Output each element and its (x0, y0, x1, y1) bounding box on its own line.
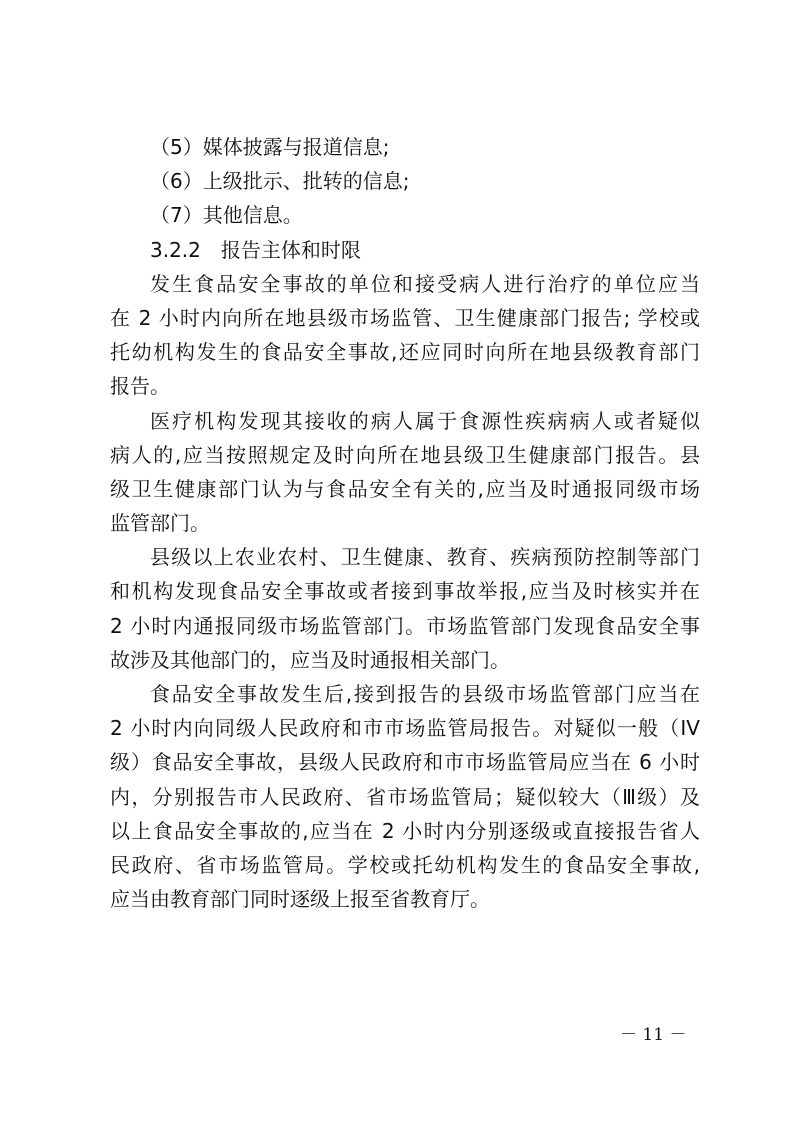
paragraph-2-line-4: 监管部门。 (110, 511, 210, 536)
list-item-6: （6）上级批示、批转的信息; (150, 169, 410, 194)
paragraph-2-line-3: 级卫生健康部门认为与食品安全有关的,应当及时通报同级市场 (110, 476, 700, 501)
section-heading: 3.2.2 报告主体和时限 (150, 237, 361, 262)
paragraph-4-line-5: 以上食品安全事故的,应当在 2 小时内分别逐级或直接报告省人 (110, 818, 700, 843)
list-item-5: （5）媒体披露与报道信息; (150, 135, 390, 159)
paragraph-3-line-3: 2 小时内通报同级市场监管部门。市场监管部门发现食品安全事 (110, 613, 700, 638)
paragraph-4-line-6: 民政府、省市场监管局。学校或托幼机构发生的食品安全事故, (110, 852, 700, 877)
paragraph-4-line-2: 2 小时内向同级人民政府和市市场监管局报告。对疑似一般（IV (110, 716, 700, 741)
paragraph-4-line-7: 应当由教育部门同时逐级上报至省教育厅。 (110, 887, 490, 912)
paragraph-1-line-1: 发生食品安全事故的单位和接受病人进行治疗的单位应当 (150, 271, 700, 296)
list-item-7: （7）其他信息。 (150, 203, 303, 228)
paragraph-3-line-1: 县级以上农业农村、卫生健康、教育、疾病预防控制等部门 (150, 545, 700, 570)
paragraph-2-line-2: 病人的,应当按照规定及时向所在地县级卫生健康部门报告。县 (110, 442, 700, 467)
paragraph-1-line-4: 报告。 (110, 374, 170, 399)
page-number: － 11 － (620, 1025, 687, 1045)
paragraph-1-line-3: 托幼机构发生的食品安全事故,还应同时向所在地县级教育部门 (110, 340, 700, 365)
paragraph-4-line-1: 食品安全事故发生后,接到报告的县级市场监管部门应当在 (150, 682, 700, 706)
paragraph-4-line-4: 内，分别报告市人民政府、省市场监管局；疑似较大（Ⅲ级）及 (110, 784, 700, 809)
document-body (110, 130, 700, 916)
paragraph-2-line-1: 医疗机构发现其接收的病人属于食源性疾病病人或者疑似 (150, 408, 700, 433)
paragraph-3-line-2: 和机构发现食品安全事故或者接到事故举报,应当及时核实并在 (110, 579, 700, 604)
paragraph-4-line-3: 级）食品安全事故，县级人民政府和市市场监管局应当在 6 小时 (110, 750, 700, 775)
paragraph-1-line-2: 在 2 小时内向所在地县级市场监管、卫生健康部门报告; 学校或 (110, 305, 700, 330)
paragraph-3-line-4: 故涉及其他部门的，应当及时通报相关部门。 (110, 647, 510, 672)
